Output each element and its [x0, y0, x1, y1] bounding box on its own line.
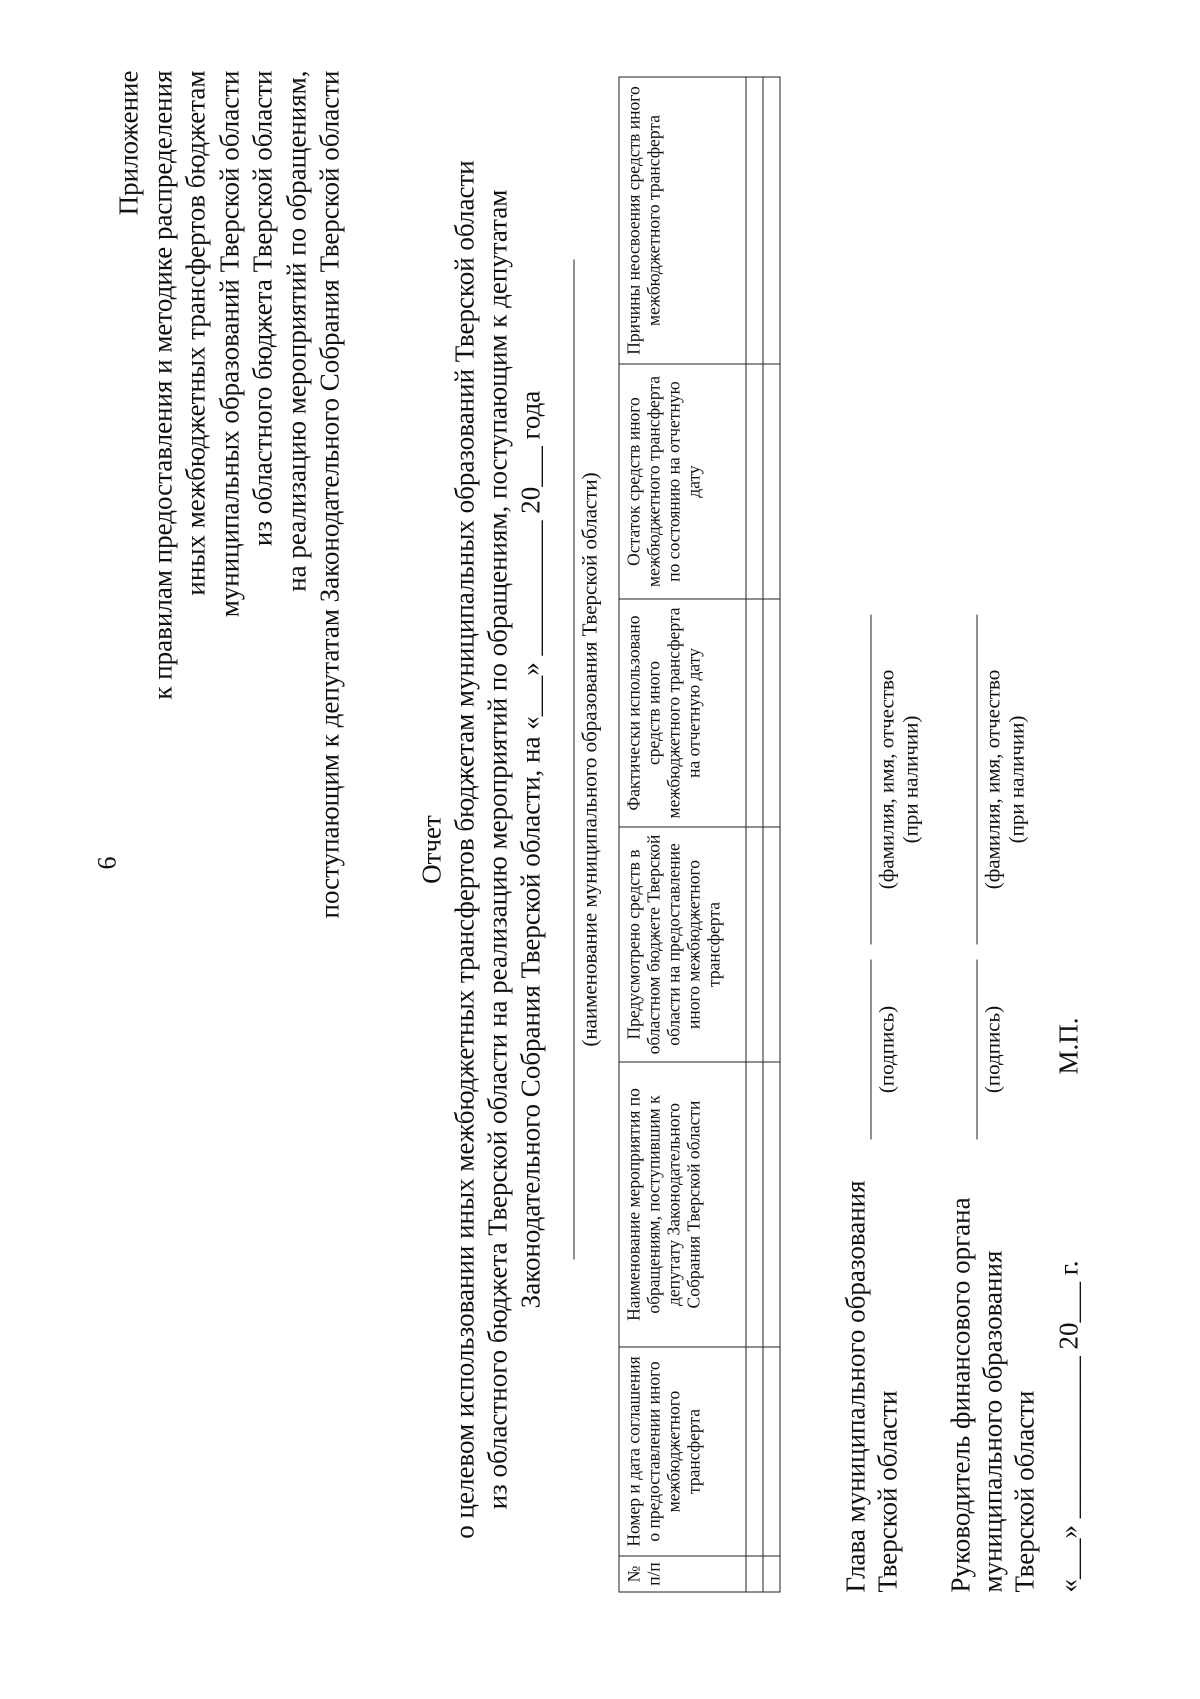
- table-cell: [746, 1062, 763, 1347]
- report-title-line: о целевом использовании иных межбюджетных трансфертов бюджетам муниципальных образований Тверской области: [449, 159, 479, 1539]
- finance-name-caption-2: (при наличии): [1004, 715, 1028, 843]
- finance-title: Руководитель финансового органа: [945, 1196, 975, 1592]
- appendix-line: Приложение: [113, 70, 143, 215]
- table-cell: [763, 1347, 780, 1556]
- table-cell: [763, 1556, 780, 1592]
- finance-region: Тверской области: [1009, 1390, 1039, 1592]
- table-cell: [763, 599, 780, 827]
- table-cell: [746, 364, 763, 599]
- head-signature-caption: (подпись): [874, 1005, 898, 1093]
- report-title-line: Законодательного Собрания Тверской области, на «___» __________ 20___ года: [515, 390, 545, 1308]
- finance-signature-caption: (подпись): [980, 1005, 1004, 1093]
- header-used-funds: Фактически использовано средств иного межбюджетного трансферта на отчетную дату: [619, 599, 746, 827]
- head-name-caption: (фамилия, имя, отчество: [874, 669, 898, 889]
- header-number: № п/п: [619, 1556, 746, 1592]
- page-number: 6: [92, 856, 121, 869]
- table-cell: [746, 827, 763, 1062]
- report-heading: Отчет: [416, 814, 446, 884]
- finance-signature-line: [976, 959, 977, 1139]
- finance-org: муниципального образования: [977, 1250, 1007, 1592]
- date-line: «___» ____________ 20___ г.: [1053, 1259, 1083, 1592]
- header-planned-funds: Предусмотрено средств в областном бюджете Тверской области на предоставление иного межбюджетного трансферта: [619, 827, 746, 1062]
- table-cell: [746, 1347, 763, 1556]
- report-title-block: [415, 59, 547, 1639]
- appendix-line: из областного бюджета Тверской области: [247, 70, 277, 546]
- header-agreement: Номер и дата соглашения о предоставлении иного межбюджетного трансферта: [619, 1347, 746, 1556]
- table-cell: [746, 77, 763, 364]
- table-row: [763, 77, 780, 1592]
- head-name-line: [870, 614, 871, 944]
- table-cell: [763, 827, 780, 1062]
- appendix-line: муниципальных образований Тверской области: [213, 70, 244, 617]
- table-cell: [763, 77, 780, 364]
- head-name-caption-2: (при наличии): [898, 715, 922, 843]
- header-reasons: Причины неосвоения средств иного межбюджетного трансферта: [619, 77, 746, 364]
- seal-label: М.П.: [1053, 1016, 1083, 1074]
- table-row: [746, 77, 763, 1592]
- header-event-name: Наименование мероприятия по обращениям, поступившим к депутату Законодательного Собрания Тверской области: [619, 1062, 746, 1347]
- table-cell: [763, 1062, 780, 1347]
- appendix-line: к правилам предоставления и методике распределения: [146, 70, 177, 700]
- header-remaining-funds: Остаток средств иного межбюджетного трансферта по состоянию на отчетную дату: [619, 364, 746, 599]
- municipality-caption: (наименование муниципального образования Тверской области): [577, 471, 601, 1047]
- table-cell: [763, 364, 780, 599]
- report-table: [618, 76, 780, 1592]
- finance-name-line: [976, 614, 977, 944]
- appendix-block: [112, 70, 347, 970]
- finance-name-caption: (фамилия, имя, отчество: [980, 669, 1004, 889]
- appendix-line: на реализацию мероприятий по обращениям,: [280, 70, 311, 592]
- head-title: Глава муниципального образования: [840, 1179, 870, 1592]
- municipality-name-line: [573, 259, 574, 1259]
- table-header-row: [619, 77, 746, 1592]
- head-signature-line: [870, 959, 871, 1139]
- report-title-line: из областного бюджета Тверской области на реализацию мероприятий по обращениям, поступающим к депутатам: [482, 189, 512, 1509]
- appendix-line: иных межбюджетных трансфертов бюджетам: [180, 70, 210, 596]
- table-cell: [746, 599, 763, 827]
- head-region: Тверской области: [872, 1390, 902, 1592]
- appendix-line: поступающим к депутатам Законодательного Собрания Тверской области: [314, 70, 344, 918]
- table-cell: [746, 1556, 763, 1592]
